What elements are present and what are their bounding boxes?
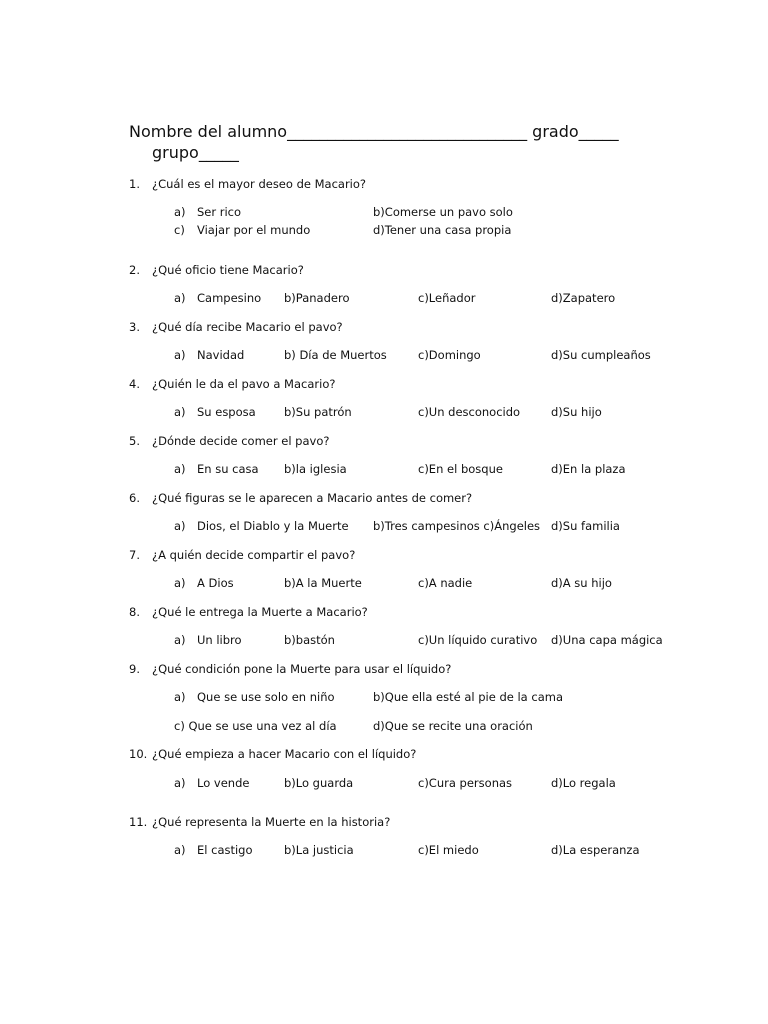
- option-b: b)A la Muerte: [284, 576, 362, 590]
- question-number: 6.: [129, 491, 140, 505]
- option-d: d)Tener una casa propia: [373, 223, 512, 237]
- option-b: b)Lo guarda: [284, 776, 354, 790]
- option-a: Ser rico: [197, 205, 242, 219]
- question-text: ¿Quién le da el pavo a Macario?: [152, 377, 336, 391]
- question-number: 9.: [129, 662, 140, 676]
- option-label: a): [174, 690, 186, 704]
- option-b: b) Día de Muertos: [284, 348, 387, 362]
- question-text: ¿Dónde decide comer el pavo?: [152, 434, 330, 448]
- question-text: ¿Qué representa la Muerte en la historia?: [152, 815, 391, 829]
- option-b: b)bastón: [284, 633, 335, 647]
- question-number: 3.: [129, 320, 140, 334]
- option-c: c)Domingo: [418, 348, 481, 362]
- option-c: c)Leñador: [418, 291, 476, 305]
- option-d: d)En la plaza: [551, 462, 626, 476]
- option-a: En su casa: [197, 462, 259, 476]
- option-b: b)La justicia: [284, 843, 354, 857]
- question-number: 4.: [129, 377, 140, 391]
- header-line-group: grupo_____: [152, 143, 239, 162]
- option-label: a): [174, 519, 186, 533]
- question-number: 5.: [129, 434, 140, 448]
- option-b-c: b)Tres campesinos c)Ángeles: [373, 519, 541, 533]
- option-a: Campesino: [197, 291, 262, 305]
- option-d: d)Su hijo: [551, 405, 602, 419]
- option-a: A Dios: [197, 576, 234, 590]
- option-b: b)Comerse un pavo solo: [373, 205, 513, 219]
- option-d: d)Lo regala: [551, 776, 616, 790]
- option-a: Que se use solo en niño: [197, 690, 335, 704]
- option-a: Lo vende: [197, 776, 250, 790]
- option-b: b)la iglesia: [284, 462, 347, 476]
- question-text: ¿Qué día recibe Macario el pavo?: [152, 320, 343, 334]
- question-number: 8.: [129, 605, 140, 619]
- option-c: c)El miedo: [418, 843, 479, 857]
- option-c: c)Cura personas: [418, 776, 513, 790]
- option-label: a): [174, 633, 186, 647]
- option-a: Su esposa: [197, 405, 256, 419]
- option-label: a): [174, 843, 186, 857]
- question-number: 11.: [129, 815, 148, 829]
- option-c: c) Que se use una vez al día: [174, 719, 337, 733]
- option-label: a): [174, 291, 186, 305]
- option-d: d)Su cumpleaños: [551, 348, 651, 362]
- option-b: b)Panadero: [284, 291, 350, 305]
- option-d: d)Zapatero: [551, 291, 616, 305]
- question-text: ¿Qué condición pone la Muerte para usar el líquido?: [152, 662, 452, 676]
- option-c: c)Un líquido curativo: [418, 633, 538, 647]
- option-b: b)Que ella esté al pie de la cama: [373, 690, 564, 704]
- option-d: d)Que se recite una oración: [373, 719, 533, 733]
- option-b: b)Su patrón: [284, 405, 352, 419]
- option-d: d)La esperanza: [551, 843, 640, 857]
- question-text: ¿A quién decide compartir el pavo?: [152, 548, 356, 562]
- question-text: ¿Qué oficio tiene Macario?: [152, 263, 304, 277]
- option-label: a): [174, 576, 186, 590]
- option-a: Dios, el Diablo y la Muerte: [197, 519, 349, 533]
- question-text: ¿Qué empieza a hacer Macario con el líquido?: [152, 747, 417, 761]
- option-c: c)Un desconocido: [418, 405, 521, 419]
- option-d: d)Su familia: [551, 519, 620, 533]
- question-number: 7.: [129, 548, 140, 562]
- question-text: ¿Qué figuras se le aparecen a Macario antes de comer?: [152, 491, 473, 505]
- question-text: ¿Cuál es el mayor deseo de Macario?: [152, 177, 367, 191]
- option-c: c)A nadie: [418, 576, 473, 590]
- question-number: 2.: [129, 263, 140, 277]
- option-label: a): [174, 348, 186, 362]
- option-label: a): [174, 462, 186, 476]
- header-line-name-grade: Nombre del alumno______________________________ grado_____: [129, 122, 619, 141]
- option-a: El castigo: [197, 843, 253, 857]
- option-a: Un libro: [197, 633, 242, 647]
- option-d: d)A su hijo: [551, 576, 612, 590]
- option-d: d)Una capa mágica: [551, 633, 663, 647]
- option-label: a): [174, 205, 186, 219]
- option-label: c): [174, 223, 185, 237]
- question-number: 1.: [129, 177, 140, 191]
- option-c: Viajar por el mundo: [197, 223, 311, 237]
- question-number: 10.: [129, 747, 148, 761]
- question-text: ¿Qué le entrega la Muerte a Macario?: [152, 605, 368, 619]
- option-label: a): [174, 776, 186, 790]
- option-label: a): [174, 405, 186, 419]
- student-info-header: [129, 121, 649, 163]
- option-a: Navidad: [197, 348, 245, 362]
- option-c: c)En el bosque: [418, 462, 503, 476]
